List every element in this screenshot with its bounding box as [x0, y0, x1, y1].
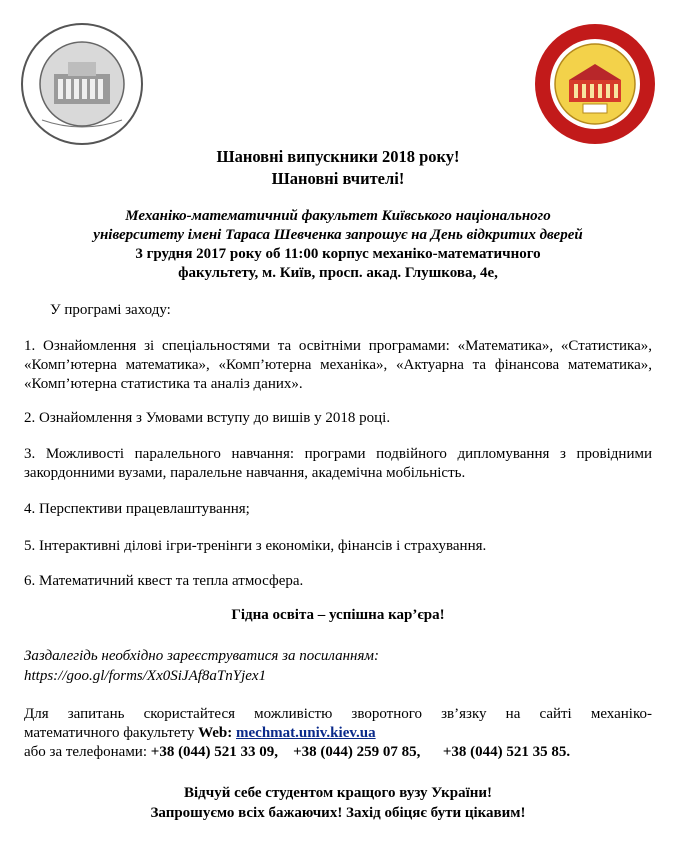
phone-3: +38 (044) 521 35 85.: [442, 744, 571, 760]
phones-prefix: або за телефонами:: [24, 744, 151, 760]
contact-info: [24, 705, 652, 762]
program-item: 5. Інтерактивні ділові ігри-тренінги з економіки, фінансів і страхування.: [24, 538, 487, 554]
phone-1: +38 (044) 521 33 09,: [150, 744, 279, 760]
website-link[interactable]: mechmat.univ.kiev.ua: [236, 725, 376, 741]
slogan: Гідна освіта – успішна кар’єра!: [231, 607, 445, 623]
intro-line-3: 3 грудня 2017 року об 11:00 корпус механіко-математичного: [135, 246, 541, 262]
program-item: 4. Перспективи працевлаштування;: [24, 501, 250, 517]
page-title: [24, 146, 652, 190]
registration: [24, 646, 652, 686]
intro-line-1: Механіко-математичний факультет Київського національного: [125, 208, 551, 224]
closing: [24, 783, 652, 823]
program-item: 6. Математичний квест та тепла атмосфера.: [24, 573, 304, 589]
phones-line: [24, 743, 652, 762]
web-label: Web:: [198, 725, 233, 741]
program-item: 3. Можливості паралельного навчання: програми подвійного дипломування з провідними закордонними вузами, паралельне навчання, академічна мобільність.: [24, 446, 652, 481]
intro-line-2: університету імені Тараса Шевченка запрошує на День відкритих дверей: [93, 227, 583, 243]
closing-line-2: Запрошуємо всіх бажаючих! Захід обіцяє бути цікавим!: [150, 805, 526, 821]
contact-line-1: Для запитань скористайтеся можливістю зворотного зв’язку на сайті механіко-: [24, 706, 652, 722]
phone-2: +38 (044) 259 07 85,: [293, 744, 421, 760]
university-logo: [533, 22, 657, 146]
program-item: 1. Ознайомлення зі спеціальностями та освітніми програмами: «Математика», «Статистика», «Комп’ютерна математика», «Комп’ютерна механіка», «Актуарна та фінансова математика», «Комп’ютерна статистика та аналіз даних».: [24, 338, 652, 392]
intro-line-4: факультету, м. Київ, просп. акад. Глушкова, 4е,: [178, 265, 498, 281]
closing-line-1: Відчуй себе студентом кращого вузу України!: [183, 785, 493, 801]
intro: [24, 207, 652, 283]
program-heading: У програмі заходу:: [50, 302, 171, 318]
title-line-1: Шановні випускники 2018 року!: [216, 147, 460, 166]
faculty-logo: [20, 22, 144, 146]
registration-text: Заздалегідь необхідно зареєструватися за посиланням:: [24, 648, 380, 664]
program-item: 2. Ознайомлення з Умовами вступу до вишів у 2018 році.: [24, 410, 391, 426]
contact-line-2-prefix: математичного факультету: [24, 725, 199, 741]
registration-link[interactable]: https://goo.gl/forms/Xx0SiJAf8aTnYjex1: [24, 668, 267, 684]
title-line-2: Шановні вчителі!: [271, 169, 405, 188]
contact-line-2: [24, 724, 652, 743]
